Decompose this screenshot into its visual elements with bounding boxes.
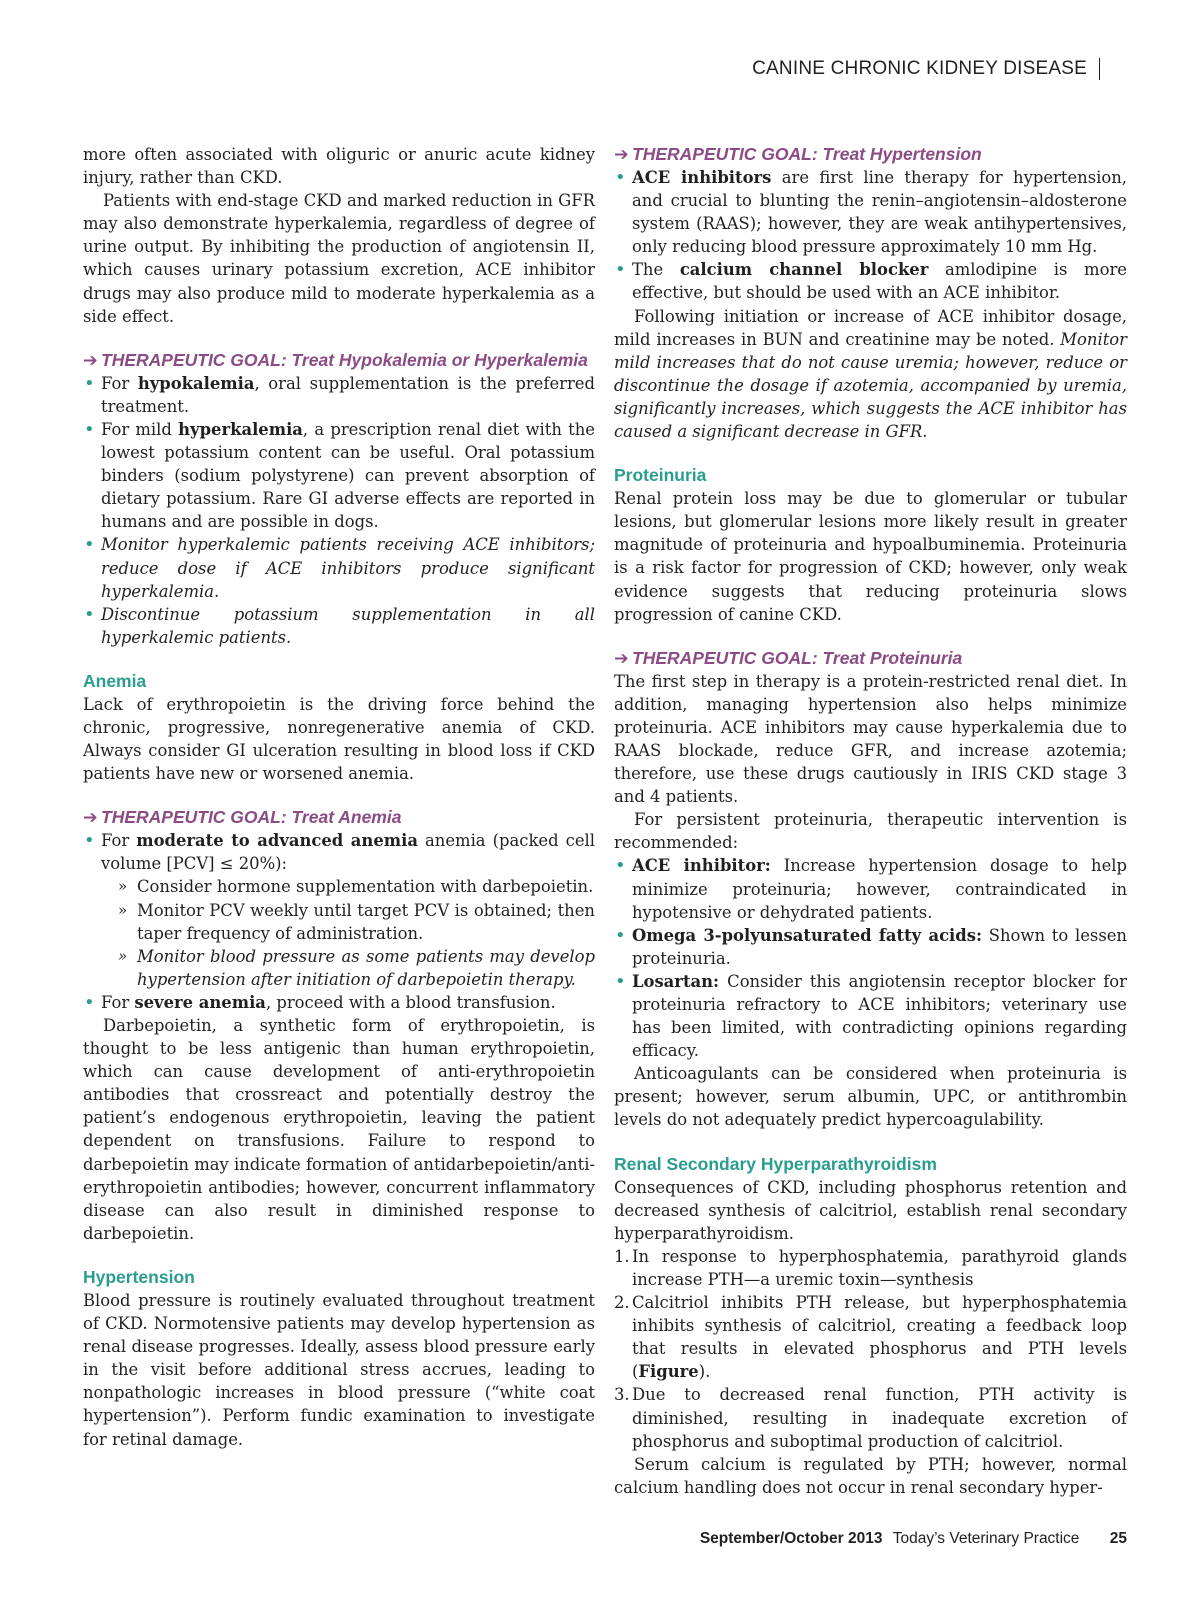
page-footer — [700, 1530, 1127, 1548]
paragraph: Blood pressure is routinely evaluated throughout treatment of CKD. Normotensive patients may develop hypertension as renal disease progresses. Ideally, assess blood pressure early in the visit before additional stress accrues, leading to nonpathologic increases in blood pressure (“white coat hypertension”). Perform fundic examination to investigate for retinal damage. — [83, 1290, 595, 1449]
paragraph: Renal protein loss may be due to glomerular or tubular lesions, but glomerular lesions more likely result in greater magnitude of proteinuria and hypoalbuminemia. Proteinuria is a risk factor for progression of CKD; however, only weak evidence suggests that reducing proteinuria slows progression of canine CKD. — [614, 489, 1127, 624]
sub-list-item: » Consider hormone supplementation with darbepoietin. — [101, 875, 595, 898]
list-item: • For severe anemia, proceed with a blood transfusion. — [83, 991, 595, 1014]
list-item: 3. Due to decreased renal function, PTH activity is diminished, resulting in inadequate excretion of phosphorus and suboptimal production of calcitriol. — [614, 1385, 1127, 1451]
paragraph: For persistent proteinuria, therapeutic intervention is recommended: — [614, 810, 1127, 853]
numbered-list — [614, 1245, 1127, 1453]
section-heading-proteinuria: Proteinuria — [614, 465, 707, 486]
section-heading-hypertension: Hypertension — [83, 1266, 195, 1287]
paragraph: more often associated with oliguric or anuric acute kidney injury, rather than CKD. — [83, 145, 595, 188]
therapeutic-goal-heading: ➔ THERAPEUTIC GOAL: Treat Hypertension — [614, 144, 982, 164]
section-heading-renal-secondary-hyperparathyroidism: Renal Secondary Hyperparathyroidism — [614, 1153, 937, 1174]
issue-date: September/October 2013 — [699, 1530, 883, 1547]
list-item: • Monitor hyperkalemic patients receiving ACE inhibitors; reduce dose if ACE inhibitors produce significant hyperkalemia. — [83, 533, 595, 602]
bullet-list — [614, 854, 1127, 1062]
therapeutic-goal-heading: ➔ THERAPEUTIC GOAL: Treat Anemia — [83, 807, 402, 828]
page-number: 25 — [1109, 1530, 1127, 1547]
sub-list-item: » Monitor PCV weekly until target PCV is obtained; then taper frequency of administration. — [101, 899, 595, 945]
list-item: • ACE inhibitor: Increase hypertension dosage to help minimize proteinuria; however, contraindicated in hypotensive or dehydrated patients. — [614, 854, 1127, 923]
bullet-list — [83, 372, 595, 649]
paragraph: Patients with end-stage CKD and marked reduction in GFR may also demonstrate hyperkalemia, regardless of degree of urine output. By inhibiting the production of angiotensin II, which causes urinary potassium excretion, ACE inhibitor drugs may also produce mild to moderate hyperkalemia as a side effect. — [83, 191, 595, 326]
magazine-title: Today’s Veterinary Practice — [892, 1530, 1080, 1547]
right-column — [614, 143, 1127, 1499]
running-header: CANINE CHRONIC KIDNEY DISEASE — [752, 58, 1100, 80]
arrow-icon: ➔ — [83, 807, 98, 828]
paragraph: Following initiation or increase of ACE inhibitor dosage, mild increases in BUN and creatinine may be noted. Monitor mild increases that do not cause uremia; however, reduce or discontinue the dosage if azotemia, accompanied by uremia, significantly increases, which suggests the ACE inhibitor has caused a significant decrease in GFR. — [614, 306, 1127, 442]
paragraph: The first step in therapy is a protein-restricted renal diet. In addition, managing hypertension also helps minimize proteinuria. ACE inhibitors may cause hyperkalemia due to RAAS blockade, reduce GFR, and increase azotemia; therefore, use these drugs cautiously in IRIS CKD stage 3 and 4 patients. — [614, 671, 1127, 807]
list-item: • For hypokalemia, oral supplementation is the preferred treatment. — [83, 372, 595, 418]
sub-list-item: » Monitor blood pressure as some patients may develop hypertension after initiation of darbepoietin therapy. — [101, 945, 595, 991]
list-item: • Discontinue potassium supplementation in all hyperkalemic patients. — [83, 603, 595, 649]
list-item: • The calcium channel blocker amlodipine is more effective, but should be used with an ACE inhibitor. — [614, 258, 1127, 304]
arrow-icon: ➔ — [614, 144, 629, 164]
paragraph: Consequences of CKD, including phosphorus retention and decreased synthesis of calcitriol, establish renal secondary hyperparathyroidism. — [614, 1177, 1127, 1243]
bullet-list — [83, 829, 595, 1014]
left-column — [83, 143, 595, 1451]
arrow-icon: ➔ — [83, 349, 98, 370]
therapeutic-goal-heading: ➔ THERAPEUTIC GOAL: Treat Hypokalemia or Hyperkalemia — [83, 349, 588, 370]
paragraph: Serum calcium is regulated by PTH; however, normal calcium handling does not occur in renal secondary hyper- — [614, 1454, 1127, 1497]
therapeutic-goal-heading: ➔ THERAPEUTIC GOAL: Treat Proteinuria — [614, 647, 963, 668]
arrow-icon: ➔ — [614, 647, 629, 668]
paragraph: Anticoagulants can be considered when proteinuria is present; however, serum albumin, UPC, or antithrombin levels do not adequately predict hypercoagulability. — [614, 1064, 1127, 1130]
paragraph: Lack of erythropoietin is the driving force behind the chronic, progressive, nonregenerative anemia of CKD. Always consider GI ulceration resulting in blood loss if CKD patients have new or worsened anemia. — [83, 694, 595, 784]
list-item: • For moderate to advanced anemia anemia (packed cell volume [PCV] ≤ 20%): » Consider hormone supplementation with darbepoietin. » Monitor PCV weekly until target PCV is obtained; then taper frequency of administration. » Monitor blood pressure as some patients may develop hypertension after initiation of darbepoietin therapy. — [83, 829, 595, 991]
paragraph: Darbepoietin, a synthetic form of erythropoietin, is thought to be less antigenic than human erythropoietin, which can cause development of anti-erythropoietin antibodies that crossreact and potentially destroy the patient’s endogenous erythropoietin, leaving the patient dependent on transfusions. Failure to respond to darbepoietin may indicate formation of antidarbepoietin/anti-erythropoietin antibodies; however, concurrent inflammatory disease can also result in diminished response to darbepoietin. — [83, 1016, 595, 1243]
list-item: • ACE inhibitors are first line therapy for hypertension, and crucial to blunting the renin–angiotensin–aldosterone system (RAAS); however, they are weak antihypertensives, only reducing blood pressure approximately 10 mm Hg. — [614, 166, 1127, 258]
bullet-list — [614, 166, 1127, 305]
list-item: 1. In response to hyperphosphatemia, parathyroid glands increase PTH—a uremic toxin—synthesis — [614, 1246, 1127, 1289]
list-item: • Omega 3-polyunsaturated fatty acids: Shown to lessen proteinuria. — [614, 924, 1127, 970]
list-item: • Losartan: Consider this angiotensin receptor blocker for proteinuria refractory to ACE inhibitors; veterinary use has been limited, with contradicting opinions regarding efficacy. — [614, 970, 1127, 1062]
list-item: • For mild hyperkalemia, a prescription renal diet with the lowest potassium content can be useful. Oral potassium binders (sodium polystyrene) can prevent absorption of dietary potassium. Rare GI adverse effects are reported in humans and are possible in dogs. — [83, 418, 595, 533]
section-heading-anemia: Anemia — [83, 670, 147, 691]
sub-list — [101, 875, 595, 990]
list-item: 2. Calcitriol inhibits PTH release, but hyperphosphatemia inhibits synthesis of calcitriol, creating a feedback loop that results in elevated phosphorus and PTH levels (Figure). — [614, 1293, 1127, 1382]
